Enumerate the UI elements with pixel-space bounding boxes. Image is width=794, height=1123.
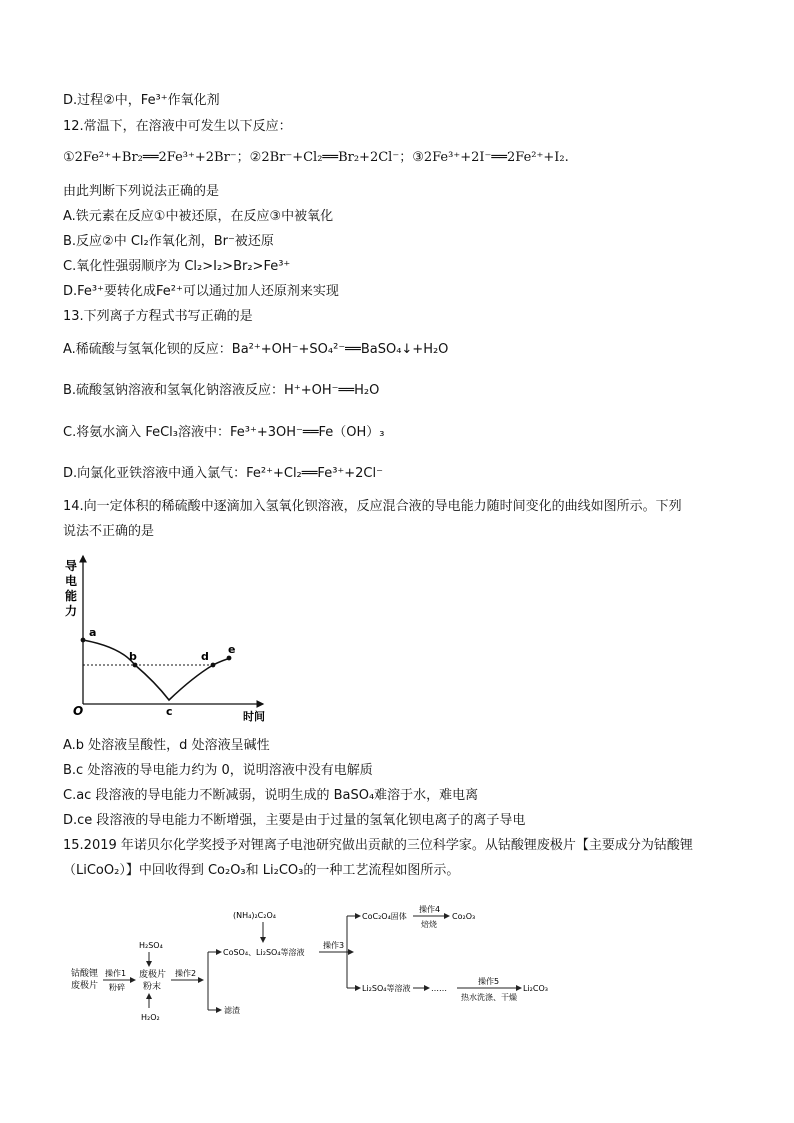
powder-top: 废极片 — [139, 970, 167, 980]
label-d: d — [201, 650, 209, 663]
label-c: c — [166, 705, 173, 718]
solution1-label: CoSO₄、Li₂SO₄等溶液 — [223, 948, 305, 957]
q14-option-a: A.b 处溶液呈酸性，d 处溶液呈碱性 — [63, 738, 270, 753]
q14-option-c: C.ac 段溶液的导电能力不断减弱，说明生成的 BaSO₄难溶于水，难电离 — [63, 788, 479, 803]
q13-option-d: D.向氯化亚铁溶液中通入氯气：Fe²⁺+Cl₂══Fe³⁺+2Cl⁻ — [63, 466, 383, 481]
point-a — [81, 638, 86, 643]
q11-option-d: D.过程②中，Fe³⁺作氧化剂 — [63, 93, 220, 108]
point-d — [211, 663, 216, 668]
powder-bottom: 粉末 — [143, 982, 162, 992]
q12-reactions: ①2Fe²⁺+Br₂══2Fe³⁺+2Br⁻；②2Br⁻+Cl₂══Br₂+2Cl⁻；③2Fe³⁺+2I⁻══2Fe²⁺+I₂. — [63, 150, 569, 165]
op1-label: 操作1 — [105, 969, 127, 978]
label-b: b — [129, 650, 137, 663]
q14-stem-line1: 14.向一定体积的稀硫酸中逐滴加入氢氧化钡溶液，反应混合液的导电能力随时间变化的曲线如图所示。下列 — [63, 499, 682, 514]
conductivity-graph — [63, 552, 278, 724]
q15-stem-line1: 15.2019 年诺贝尔化学奖授予对锂离子电池研究做出贡献的三位科学家。从钴酸锂废极片【主要成分为钴酸锂 — [63, 838, 693, 853]
q13-stem: 13.下列离子方程式书写正确的是 — [63, 309, 253, 324]
op4-sub: 焙烧 — [421, 920, 437, 929]
li2so4-label: Li₂SO₄等溶液 — [362, 984, 411, 993]
h2o2-label: H₂O₂ — [141, 1013, 160, 1022]
q12-option-b: B.反应②中 Cl₂作氧化剂，Br⁻被还原 — [63, 234, 274, 249]
q13-option-c: C.将氨水滴入 FeCl₃溶液中：Fe³⁺+3OH⁻══Fe（OH）₃ — [63, 425, 385, 440]
start-top: 钴酸锂 — [71, 969, 99, 979]
label-e: e — [228, 643, 236, 656]
q13-option-a: A.稀硫酸与氢氧化钡的反应：Ba²⁺+OH⁻+SO₄²⁻══BaSO₄↓+H₂O — [63, 342, 449, 357]
op3-label: 操作3 — [323, 941, 345, 950]
coc2o4-label: CoC₂O₄固体 — [362, 912, 407, 921]
nh4-label: (NH₄)₂C₂O₄ — [233, 911, 276, 920]
q12-option-d: D.Fe³⁺要转化成Fe²⁺可以通过加人还原剂来实现 — [63, 284, 339, 299]
op1-sub: 粉碎 — [109, 983, 125, 992]
op4-label: 操作4 — [419, 905, 441, 914]
h2so4-label: H₂SO₄ — [139, 941, 163, 950]
xlabel: 时间 — [243, 710, 265, 723]
ylabel-char-1: 导 — [65, 559, 78, 573]
ylabel-char-2: 电 — [65, 574, 78, 588]
conductivity-curve — [83, 640, 231, 700]
point-b — [133, 663, 138, 668]
q14-stem-line2: 说法不正确的是 — [63, 524, 155, 539]
op2-label: 操作2 — [175, 969, 197, 978]
q12-prompt: 由此判断下列说法正确的是 — [63, 184, 220, 199]
residue-label: 滤渣 — [224, 1006, 240, 1015]
q14-option-b: B.c 处溶液的导电能力约为 0，说明溶液中没有电解质 — [63, 763, 373, 778]
label-a: a — [89, 626, 97, 639]
q12-option-c: C.氧化性强弱顺序为 Cl₂>I₂>Br₂>Fe³⁺ — [63, 259, 291, 274]
q15-stem-line2: （LiCoO₂）】中回收得到 Co₂O₃和 Li₂CO₃的一种工艺流程如图所示。 — [63, 863, 460, 878]
process-flowchart — [63, 898, 553, 1030]
q13-option-b: B.硫酸氢钠溶液和氢氧化钠溶液反应：H⁺+OH⁻══H₂O — [63, 383, 380, 398]
origin-label: O — [73, 704, 84, 718]
start-bottom: 废极片 — [71, 981, 99, 991]
point-e — [227, 656, 232, 661]
op5-label: 操作5 — [478, 977, 500, 986]
dots-label: …… — [431, 984, 447, 993]
co2o3-label: Co₂O₃ — [452, 912, 476, 921]
q12-option-a: A.铁元素在反应①中被还原，在反应③中被氧化 — [63, 209, 334, 224]
q14-option-d: D.ce 段溶液的导电能力不断增强，主要是由于过量的氢氧化钡电离子的离子导电 — [63, 813, 526, 828]
ylabel-char-4: 力 — [65, 604, 78, 618]
ylabel-char-3: 能 — [65, 589, 78, 603]
q12-stem: 12.常温下，在溶液中可发生以下反应： — [63, 119, 292, 134]
op5-sub: 热水洗涤、干燥 — [461, 993, 517, 1002]
li2co3-label: Li₂CO₃ — [523, 984, 548, 993]
